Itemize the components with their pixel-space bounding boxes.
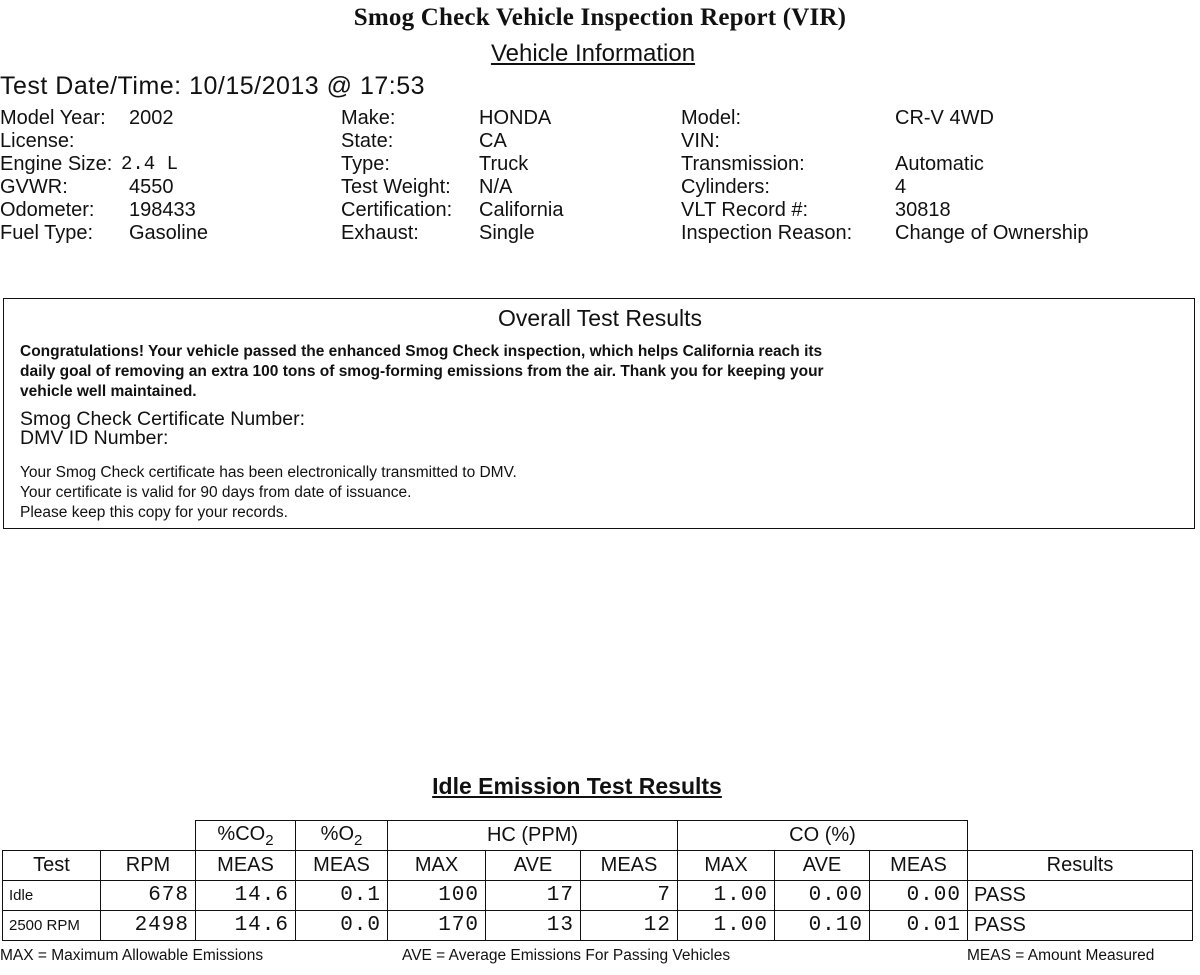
row-result: PASS: [968, 911, 1193, 941]
row-hc-meas: 12: [581, 911, 678, 941]
row-hc-max: 170: [388, 911, 486, 941]
legend-max: MAX = Maximum Allowable Emissions: [0, 947, 264, 964]
value-exhaust: Single: [479, 222, 535, 244]
note-transmitted: Your Smog Check certificate has been electronically transmitted to DMV.: [20, 464, 517, 481]
row-hc-ave: 13: [486, 911, 581, 941]
vehicle-info-col3-labels: [681, 107, 852, 245]
row-test: 2500 RPM: [3, 911, 101, 941]
test-date-time: Test Date/Time: 10/15/2013 @ 17:53: [0, 72, 426, 100]
row-co-max: 1.00: [678, 881, 775, 911]
idle-emission-title: Idle Emission Test Results: [432, 773, 722, 799]
col-header-co-meas: MEAS: [870, 851, 968, 881]
row-test: Idle: [3, 881, 101, 911]
row-hc-ave: 17: [486, 881, 581, 911]
congrats-line-3: vehicle well maintained.: [20, 383, 197, 400]
col-header-test: Test: [3, 851, 101, 881]
label-certification: Certification:: [341, 199, 453, 221]
legend-ave: AVE = Average Emissions For Passing Vehicles: [402, 947, 731, 964]
row-rpm: 678: [101, 881, 196, 911]
value-test-weight: N/A: [479, 176, 513, 198]
row-result: PASS: [968, 881, 1193, 911]
col-header-rpm: RPM: [101, 851, 196, 881]
col-header-co2-meas: MEAS: [196, 851, 296, 881]
dmv-id-label: DMV ID Number:: [20, 427, 169, 449]
label-license: License:: [0, 130, 75, 152]
blank-cell: [3, 821, 196, 851]
label-type: Type:: [341, 153, 390, 175]
label-exhaust: Exhaust:: [341, 222, 419, 244]
label-engine-size: Engine Size:: [0, 153, 113, 175]
label-fuel-type: Fuel Type:: [0, 222, 94, 244]
group-o2: $\%O_2$: [296, 821, 388, 851]
value-engine-size: 2.4 L: [121, 153, 179, 175]
value-transmission: Automatic: [895, 153, 984, 175]
row-co2-meas: 14.6: [196, 881, 296, 911]
col-header-results: Results: [968, 851, 1193, 881]
label-make: Make:: [341, 107, 396, 129]
label-test-weight: Test Weight:: [341, 176, 451, 198]
col-header-hc-ave: AVE: [486, 851, 581, 881]
col-header-hc-max: MAX: [388, 851, 486, 881]
row-hc-meas: 7: [581, 881, 678, 911]
value-inspection-reason: Change of Ownership: [895, 222, 1089, 244]
certificate-number-label: Smog Check Certificate Number:: [20, 408, 306, 430]
group-co: CO (%): [678, 821, 968, 851]
label-state: State:: [341, 130, 394, 152]
emission-results-table: [2, 820, 1193, 941]
row-co-meas: 0.00: [870, 881, 968, 911]
value-type: Truck: [479, 153, 529, 175]
vehicle-information-heading: Vehicle Information: [490, 40, 696, 67]
column-header-row: [3, 851, 1193, 881]
row-co-ave: 0.10: [775, 911, 870, 941]
group-co2: $\%CO_2$: [196, 821, 296, 851]
label-vin: VIN:: [681, 130, 720, 152]
value-make: HONDA: [479, 107, 552, 129]
value-odometer: 198433: [129, 199, 196, 221]
vehicle-info-col2-labels: [341, 107, 452, 245]
value-state: CA: [479, 130, 507, 152]
value-license: [129, 130, 208, 153]
vehicle-info-col1-labels: [0, 107, 112, 245]
certificate-notes: [20, 463, 517, 523]
blank-cell: [968, 821, 1193, 851]
vehicle-info-col2-values: [479, 107, 563, 245]
vehicle-info-col3-values: [895, 107, 1088, 245]
congratulations-message: [20, 342, 824, 402]
label-model: Model:: [681, 107, 742, 129]
overall-test-results-box: [3, 298, 1195, 529]
row-co-meas: 0.01: [870, 911, 968, 941]
table-row: [3, 911, 1193, 941]
label-inspection-reason: Inspection Reason:: [681, 222, 853, 244]
note-keep-copy: Please keep this copy for your records.: [20, 504, 288, 521]
report-title: Smog Check Vehicle Inspection Report (VIR): [353, 4, 847, 31]
vehicle-info-col1-values: [121, 107, 208, 245]
certificate-info: [20, 410, 305, 448]
table-row: [3, 881, 1193, 911]
value-fuel-type: Gasoline: [129, 222, 208, 244]
col-header-hc-meas: MEAS: [581, 851, 678, 881]
legend-meas: MEAS = Amount Measured: [967, 947, 1155, 964]
label-gvwr: GVWR:: [0, 176, 68, 198]
label-odometer: Odometer:: [0, 199, 95, 221]
col-header-co-max: MAX: [678, 851, 775, 881]
row-o2-meas: 0.1: [296, 881, 388, 911]
congrats-line-1: Congratulations! Your vehicle passed the enhanced Smog Check inspection, which helps California reach its: [20, 343, 823, 360]
value-model: CR-V 4WD: [895, 107, 994, 129]
note-valid-90-days: Your certificate is valid for 90 days from date of issuance.: [20, 484, 412, 501]
row-co2-meas: 14.6: [196, 911, 296, 941]
col-header-o2-meas: MEAS: [296, 851, 388, 881]
value-cylinders: 4: [895, 176, 907, 198]
row-co-ave: 0.00: [775, 881, 870, 911]
value-gvwr: 4550: [129, 176, 174, 198]
col-header-co-ave: AVE: [775, 851, 870, 881]
label-model-year: Model Year:: [0, 107, 106, 129]
value-vin: [895, 130, 1088, 153]
value-vlt-record: 30818: [895, 199, 951, 221]
congrats-line-2: daily goal of removing an extra 100 tons of smog-forming emissions from the air. Thank you for keeping your: [20, 363, 824, 380]
row-rpm: 2498: [101, 911, 196, 941]
label-cylinders: Cylinders:: [681, 176, 770, 198]
row-co-max: 1.00: [678, 911, 775, 941]
group-hc: HC (PPM): [388, 821, 678, 851]
overall-results-title: Overall Test Results: [497, 305, 703, 331]
value-certification: California: [479, 199, 564, 221]
label-transmission: Transmission:: [681, 153, 805, 175]
value-model-year: 2002: [129, 107, 174, 129]
label-vlt-record: VLT Record #:: [681, 199, 809, 221]
row-hc-max: 100: [388, 881, 486, 911]
group-header-row: [3, 821, 1193, 851]
row-o2-meas: 0.0: [296, 911, 388, 941]
